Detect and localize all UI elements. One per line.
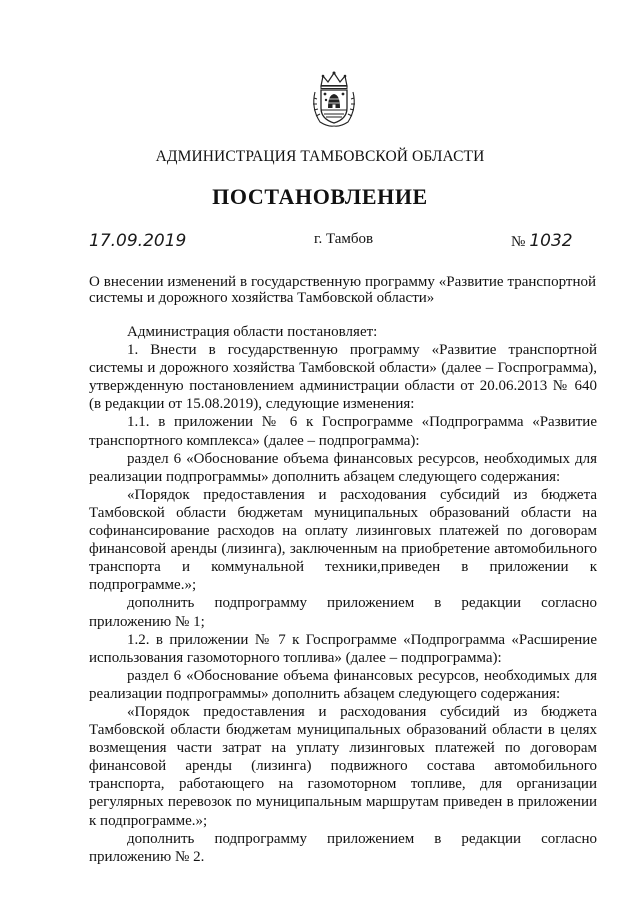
number-label: № xyxy=(511,234,526,250)
body-paragraph-quote-a: «Порядок предоставления и расходования субсидий из бюджета Тамбовской области бюджетам муниципальных образований области на софинансирование расходов на оплату лизинговых платежей по договорам финансовой аренды (лизинга), заключенным на приобретение автомобильного транспорта и коммунальной техники,приведен в приложении к подпрограмме.»; xyxy=(89,486,597,594)
document-city: г. Тамбов xyxy=(314,231,374,247)
body-paragraph-item-1-2: 1.2. в приложении № 7 к Госпрограмме «Подпрограмма «Расширение использования газомоторного топлива» (далее – подпрограмма): xyxy=(89,631,597,666)
body-paragraph-intro: Администрация области постановляет: xyxy=(127,324,378,340)
body-paragraph-quote-b: «Порядок предоставления и расходования субсидий из бюджета Тамбовской области бюджетам муниципальных образований области в целях возмещения части затрат на уплату лизинговых платежей по договорам финансовой аренды (лизинга) подвижного состава автомобильного транспорта, работающего на газомоторном топливе, для организации регулярных перевозок по муниципальным маршрутам приведен в приложении к подпрограмме.»; xyxy=(89,703,597,829)
body-paragraph-item-1-1: 1.1. в приложении № 6 к Госпрограмме «Подпрограмма «Развитие транспортного комплекса» (далее – подпрограмма): xyxy=(89,414,597,449)
organization-title: АДМИНИСТРАЦИЯ ТАМБОВСКОЙ ОБЛАСТИ xyxy=(155,148,485,165)
document-body xyxy=(89,323,597,866)
body-paragraph-append-a: дополнить подпрограмму приложением в редакции согласно приложению № 1; xyxy=(89,595,597,630)
subject-text: О внесении изменений в государственную программу «Развитие транспортной системы и дорожного хозяйства Тамбовской области» xyxy=(89,274,596,306)
body-paragraph-section-6-a: раздел 6 «Обоснование объема финансовых ресурсов, необходимых для реализации подпрограммы» дополнить абзацем следующего содержания: xyxy=(89,450,597,485)
tambov-coat-of-arms-icon xyxy=(310,70,358,128)
body-paragraph-section-6-b: раздел 6 «Обоснование объема финансовых ресурсов, необходимых для реализации подпрограммы» дополнить абзацем следующего содержания: xyxy=(89,667,597,702)
body-paragraph-item-1: 1. Внести в государственную программу «Развитие транспортной системы и дорожного хозяйства Тамбовской области» (далее – Госпрограмма), утвержденную постановлением администрации области от 20.06.2013 № 640 (в редакции от 15.08.2019), следующие изменения: xyxy=(89,342,597,413)
document-number xyxy=(511,231,573,251)
document-type-title: ПОСТАНОВЛЕНИЕ xyxy=(212,184,428,209)
document-date: 17.09.2019 xyxy=(89,231,187,251)
body-paragraph-append-b: дополнить подпрограмму приложением в редакции согласно приложению № 2. xyxy=(89,830,597,865)
document-subject xyxy=(89,274,596,306)
number-value: 1032 xyxy=(529,231,573,251)
